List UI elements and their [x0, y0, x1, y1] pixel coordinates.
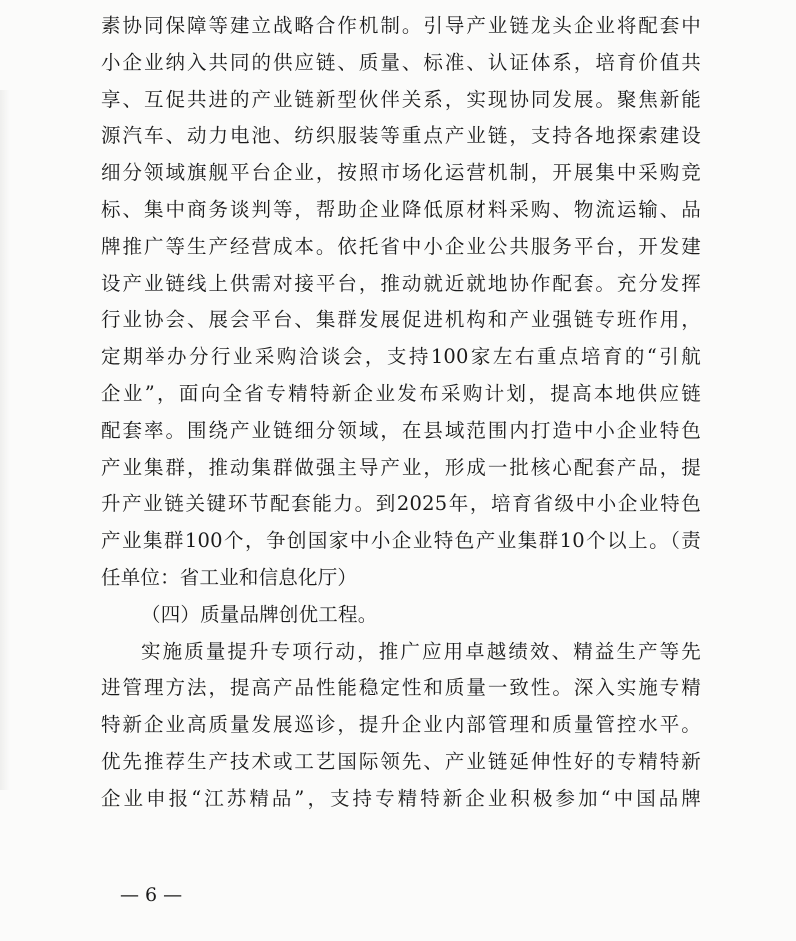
text-line: 产业集群，推动集群做强主导产业，形成一批核心配套产品，提 — [101, 455, 701, 479]
section-heading: （四）质量品牌创优工程。 — [141, 602, 378, 626]
text-line: 进管理方法，提高产品性能稳定性和质量一致性。深入实施专精 — [101, 676, 701, 700]
text-line: 企业申报“江苏精品”，支持专精特新企业积极参加“中国品牌 — [101, 786, 701, 810]
text-line: 升产业链关键环节配套能力。到2025年，培育省级中小企业特色 — [101, 492, 701, 516]
text-line: 企业”，面向全省专精特新企业发布采购计划，提高本地供应链 — [101, 381, 701, 405]
text-line: 配套率。围绕产业链细分领域，在县域范围内打造中小企业特色 — [101, 418, 701, 442]
text-line: 享、互促共进的产业链新型伙伴关系，实现协同发展。聚焦新能 — [101, 87, 701, 111]
text-line: 行业协会、展会平台、集群发展促进机构和产业强链专班作用， — [101, 308, 701, 332]
text-line: 素协同保障等建立战略合作机制。引导产业链龙头企业将配套中 — [101, 14, 701, 37]
text-line: 设产业链线上供需对接平台，推动就近就地协作配套。充分发挥 — [101, 271, 701, 295]
text-line: 细分领域旗舰平台企业，按照市场化运营机制，开展集中采购竞 — [101, 161, 701, 185]
text-line: 产业集群100个，争创国家中小企业特色产业集群10个以上。（责 — [101, 529, 701, 553]
text-line: 标、集中商务谈判等，帮助企业降低原材料采购、物流运输、品 — [101, 197, 701, 221]
text-line: 优先推荐生产技术或工艺国际领先、产业链延伸性好的专精特新 — [101, 749, 701, 773]
page-edge-shadow — [0, 90, 10, 790]
text-line: 定期举办分行业采购洽谈会，支持100家左右重点培育的“引航 — [101, 345, 701, 369]
body-text — [101, 8, 701, 818]
text-line: 特新企业高质量发展巡诊，提升企业内部管理和质量管控水平。 — [101, 713, 701, 737]
text-line: 任单位：省工业和信息化厅） — [101, 565, 358, 589]
text-line: 牌推广等生产经营成本。依托省中小企业公共服务平台，开发建 — [101, 234, 701, 258]
text-line: 源汽车、动力电池、纺织服装等重点产业链，支持各地探索建设 — [101, 124, 701, 148]
text-line: 小企业纳入共同的供应链、质量、标准、认证体系，培育价值共 — [101, 50, 701, 74]
page-number: — 6 — — [120, 884, 183, 906]
text-line: 实施质量提升专项行动，推广应用卓越绩效、精益生产等先 — [141, 639, 701, 663]
